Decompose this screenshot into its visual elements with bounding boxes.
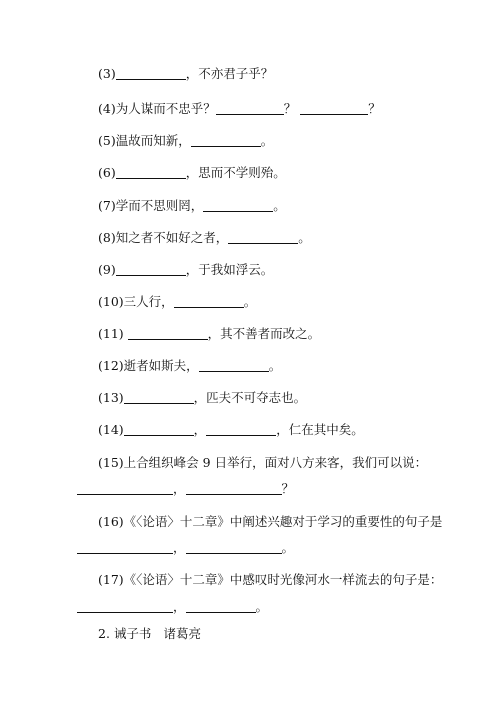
question-text: ，: [173, 599, 186, 614]
answer-blank[interactable]: [300, 102, 368, 115]
question-text: ，仁在其中矣。: [276, 422, 364, 437]
question-number: (7): [98, 198, 116, 213]
question-number: (9): [98, 262, 116, 277]
question-text: 逝者如斯夫，: [123, 358, 199, 373]
question-text: 。: [273, 198, 286, 213]
question-text: ，: [173, 481, 186, 496]
question-text: ，思而不学则殆。: [185, 165, 286, 180]
question-16-answer: [77, 540, 294, 556]
question-4: [98, 101, 381, 117]
question-16: [98, 514, 442, 530]
answer-blank[interactable]: [124, 423, 194, 436]
section-author: 诸葛亮: [163, 626, 201, 641]
question-number: (6): [98, 165, 116, 180]
question-10: [98, 294, 256, 310]
answer-blank[interactable]: [116, 263, 186, 276]
question-text: 。: [298, 230, 311, 245]
question-text: 三人行，: [123, 294, 174, 309]
question-number: (3): [98, 66, 116, 81]
answer-blank[interactable]: [186, 600, 256, 613]
answer-blank[interactable]: [128, 327, 208, 340]
answer-blank[interactable]: [186, 541, 282, 554]
question-number: (11): [98, 326, 124, 341]
answer-blank[interactable]: [199, 359, 269, 372]
question-3: [98, 66, 273, 82]
question-text: ，: [193, 422, 207, 437]
question-text: 温故而知新，: [115, 133, 191, 148]
section-title: 诫子书: [113, 626, 152, 641]
section-heading: [98, 626, 201, 642]
question-text: 。: [255, 599, 269, 614]
question-12: [98, 358, 281, 374]
answer-blank[interactable]: [203, 199, 273, 212]
question-text: 。: [243, 294, 257, 309]
answer-blank[interactable]: [174, 295, 244, 308]
question-text: ，于我如浮云。: [185, 262, 274, 277]
question-number: (14): [98, 422, 124, 437]
section-number: 2.: [98, 626, 110, 641]
answer-blank[interactable]: [116, 166, 186, 179]
question-number: (5): [98, 133, 116, 148]
question-5: [98, 133, 273, 149]
question-13: [98, 390, 306, 406]
question-number: (13): [98, 390, 124, 405]
answer-blank[interactable]: [191, 134, 261, 147]
answer-blank[interactable]: [77, 600, 173, 613]
question-14: [98, 422, 364, 438]
question-text: ，: [173, 540, 186, 555]
question-17-answer: [77, 599, 268, 615]
question-text: 知之者不如好之者，: [115, 230, 229, 245]
answer-blank[interactable]: [186, 482, 282, 495]
question-text: ？: [368, 101, 381, 116]
question-text: 《〈论语〉十二章》中阐述兴趣对于学习的重要性的句子是: [123, 514, 443, 529]
question-number: (12): [98, 358, 124, 373]
question-6: [98, 165, 286, 181]
question-15-answer: [77, 481, 294, 497]
question-15: [98, 455, 427, 471]
question-number: (16): [98, 514, 124, 529]
question-number: (8): [98, 230, 116, 245]
question-text: 。: [281, 540, 295, 555]
question-9: [98, 262, 273, 278]
question-number: (15): [98, 455, 124, 470]
question-text: 《〈论语〉十二章》中感叹时光像河水一样流去的句子是：: [123, 572, 443, 587]
question-text: ，其不善者而改之。: [207, 326, 321, 341]
answer-blank[interactable]: [206, 423, 276, 436]
answer-blank[interactable]: [77, 541, 173, 554]
answer-blank[interactable]: [77, 482, 173, 495]
question-text: ？: [281, 481, 295, 496]
question-text: 上合组织峰会 9 日举行，面对八方来客，我们可以说：: [123, 455, 428, 470]
question-11: [98, 326, 320, 342]
answer-blank[interactable]: [116, 67, 186, 80]
question-8: [98, 230, 311, 246]
question-text: 。: [268, 358, 282, 373]
question-text: 。: [260, 133, 274, 148]
question-text: ，匹夫不可夺志也。: [193, 390, 307, 405]
answer-blank[interactable]: [216, 102, 284, 115]
question-number: (17): [98, 572, 124, 587]
answer-blank[interactable]: [124, 391, 194, 404]
question-number: (10): [98, 294, 124, 309]
question-17: [98, 572, 442, 588]
question-text: ，不亦君子乎？: [185, 66, 274, 81]
question-text: ？: [283, 101, 297, 116]
question-number: (4): [98, 101, 116, 116]
answer-blank[interactable]: [228, 231, 298, 244]
question-text: 为人谋而不忠乎？: [115, 101, 216, 116]
question-text: 学而不思则罔，: [115, 198, 204, 213]
question-7: [98, 198, 286, 214]
